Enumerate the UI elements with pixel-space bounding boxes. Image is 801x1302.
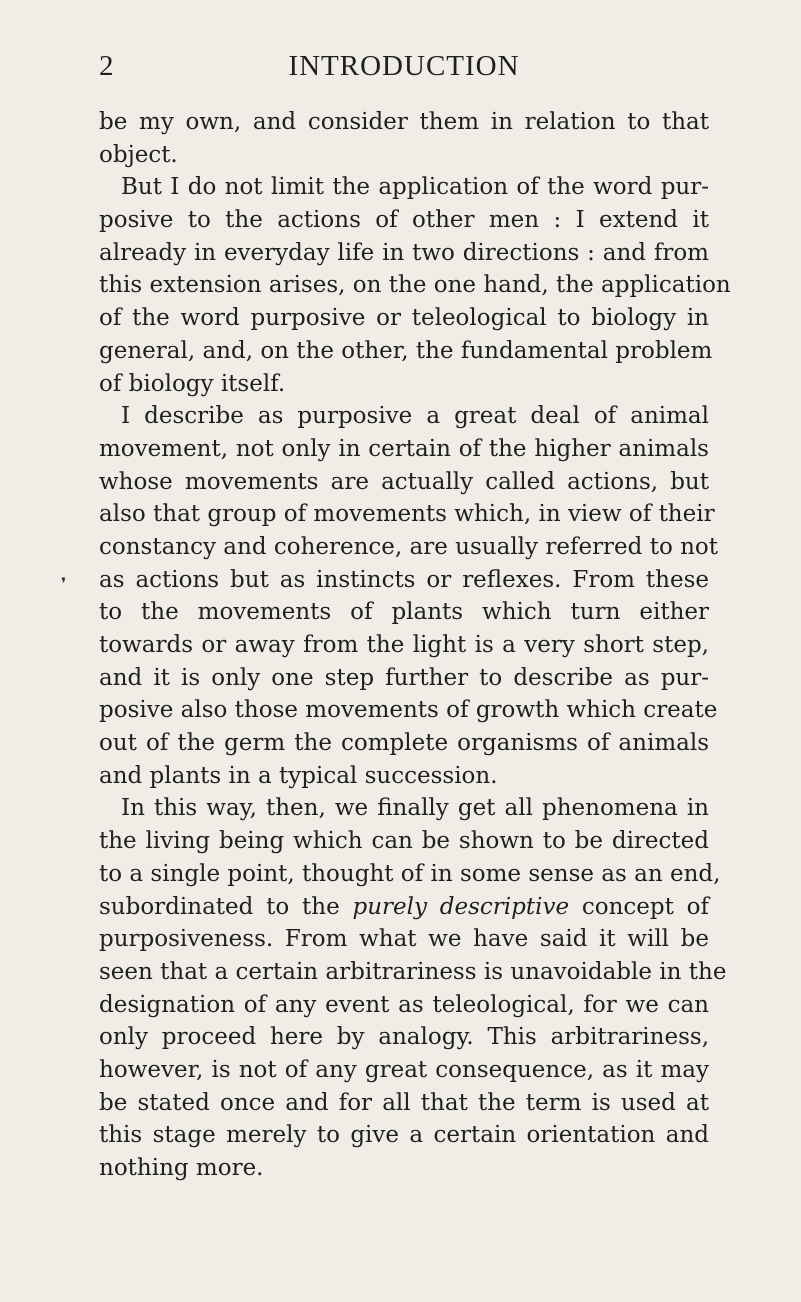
text-line: this stage merely to give a certain orientation and bbox=[99, 1122, 709, 1149]
text-line: movement, not only in certain of the higher animals bbox=[99, 435, 709, 462]
text-line-with-emphasis bbox=[99, 891, 709, 924]
text-line: whose movements are actually called actions, but bbox=[99, 468, 709, 495]
body-text bbox=[99, 106, 731, 1185]
margin-mark: ❜ bbox=[61, 574, 67, 593]
text-line: only proceed here by analogy. This arbitrariness, bbox=[99, 1024, 709, 1051]
paragraph-start-line: But I do not limit the application of the word pur- bbox=[121, 174, 709, 201]
text-line: and it is only one step further to describe as pur- bbox=[99, 664, 709, 691]
paragraph-start-line: I describe as purposive a great deal of animal bbox=[121, 403, 709, 430]
text-line: nothing more. bbox=[99, 1155, 264, 1181]
text-line: of the word purposive or teleological to biology in bbox=[99, 305, 709, 332]
text-line: posive also those movements of growth which create bbox=[99, 697, 718, 724]
text-line: this extension arises, on the one hand, the application bbox=[99, 272, 731, 299]
text-line: as actions but as instincts or reflexes. From these bbox=[99, 566, 709, 593]
text-line: posive to the actions of other men : I extend it bbox=[99, 207, 709, 234]
text-fragment: concept of bbox=[581, 893, 710, 920]
text-line: towards or away from the light is a very short step, bbox=[99, 632, 709, 658]
text-line: and plants in a typical succession. bbox=[99, 762, 498, 789]
text-line: object. bbox=[99, 141, 178, 168]
text-line: to a single point, thought of in some sense as an end, bbox=[99, 860, 721, 887]
text-line: be my own, and consider them in relation to that bbox=[99, 109, 709, 135]
text-line: to the movements of plants which turn either bbox=[99, 599, 709, 626]
paragraph-start-line: In this way, then, we finally get all phenomena in bbox=[121, 795, 709, 822]
text-line: constancy and coherence, are usually referred to not bbox=[99, 533, 719, 560]
page-header bbox=[99, 50, 709, 94]
text-line: also that group of movements which, in view of their bbox=[99, 501, 715, 528]
page-number: 2 bbox=[99, 50, 115, 82]
text-line: be stated once and for all that the term is used at bbox=[99, 1089, 709, 1116]
text-line: however, is not of any great consequence, as it may bbox=[99, 1056, 709, 1083]
text-line: the living being which can be shown to be directed bbox=[99, 828, 709, 855]
text-line: general, and, on the other, the fundamental problem bbox=[99, 337, 713, 364]
text-line: already in everyday life in two directions : and from bbox=[99, 239, 709, 266]
running-head: INTRODUCTION bbox=[288, 50, 520, 82]
text-line: of biology itself. bbox=[99, 370, 286, 397]
text-line: seen that a certain arbitrariness is unavoidable in the bbox=[99, 958, 727, 985]
emphasis-purely-descriptive: purely descriptive bbox=[352, 893, 570, 920]
text-line: out of the germ the complete organisms of animals bbox=[99, 730, 709, 757]
text-line: purposiveness. From what we have said it will be bbox=[99, 926, 709, 953]
text-fragment: subordinated to the bbox=[99, 893, 340, 920]
text-line: designation of any event as teleological, for we can bbox=[99, 991, 709, 1018]
